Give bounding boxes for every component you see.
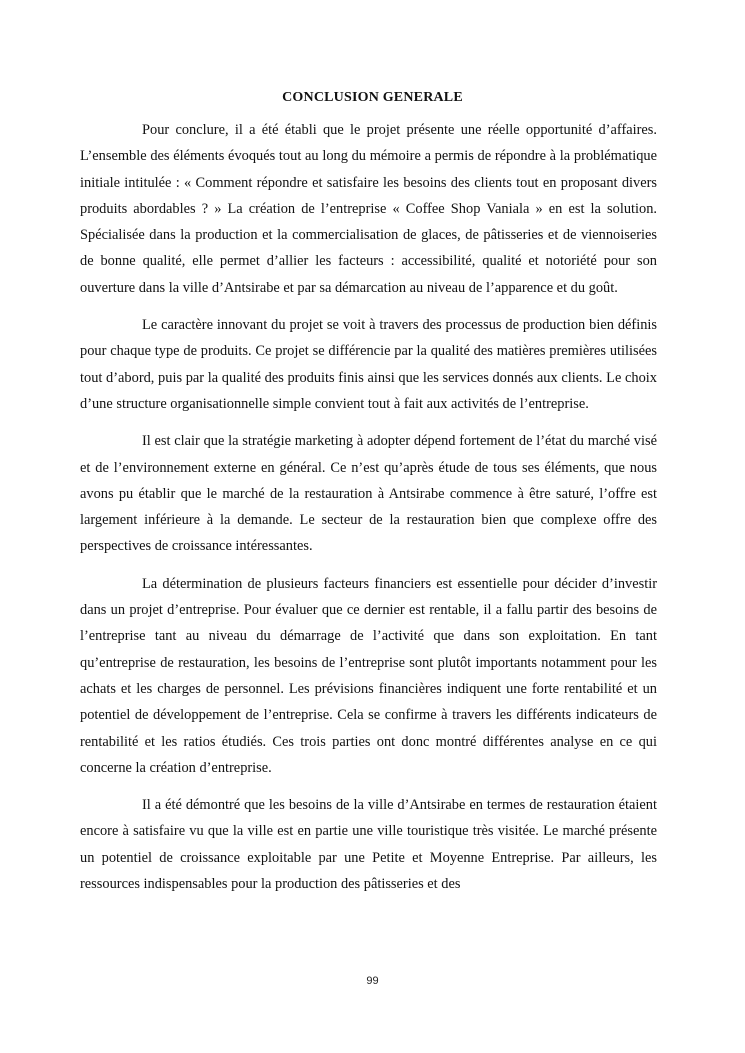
body-text	[80, 117, 657, 897]
paragraph-innovation: Le caractère innovant du projet se voit à travers des processus de production bien définis pour chaque type de produits. Ce projet se différencie par la qualité des matières premières utilisées tout d’abord, puis par la qualité des produits finis ainsi que les services donnés aux clients. Le choix d’une structure organisationnelle simple convient tout à fait aux activités de l’entreprise.	[80, 317, 657, 412]
paragraph-financial: La détermination de plusieurs facteurs financiers est essentielle pour décider d’investir dans un projet d’entreprise. Pour évaluer que ce dernier est rentable, il a fallu partir des besoins de l’entreprise tant au niveau du démarrage de l’activité que dans son exploitation. En tant qu’entreprise de restauration, les besoins de l’entreprise sont plutôt importants notamment pour les achats et les charges de personnel. Les prévisions financières indiquent une forte rentabilité et un potentiel de développement de l’entreprise. Cela se confirme à travers les différents indicateurs de rentabilité et les ratios étudiés. Ces trois parties ont donc montré différentes analyse en ce qui concerne la création d’entreprise.	[80, 575, 657, 776]
page-title: CONCLUSION GENERALE	[282, 90, 463, 105]
paragraph-market-potential: Il a été démontré que les besoins de la ville d’Antsirabe en termes de restauration étaient encore à satisfaire vu que la ville est en partie une ville touristique très visitée. Le marché présente un potentiel de croissance exploitable par une Petite et Moyenne Entreprise. Par ailleurs, les ressources indispensables pour la production des pâtisseries et des	[80, 797, 657, 893]
paragraph-conclusion-intro: Pour conclure, il a été établi que le projet présente une réelle opportunité d’affaires. L’ensemble des éléments évoqués tout au long du mémoire a permis de répondre à la problématique initiale intitulée : « Comment répondre et satisfaire les besoins des clients tout en proposant divers produits abordables ? » La création de l’entreprise « Coffee Shop Vaniala » en est la solution. Spécialisée dans la production et la commercialisation de glaces, de pâtisseries et de viennoiseries de bonne qualité, elle permet d’allier les facteurs : accessibilité, qualité et notoriété pour son ouverture dans la ville d’Antsirabe et par sa démarcation au niveau de l’apparence et du goût.	[80, 122, 657, 296]
paragraph-marketing: Il est clair que la stratégie marketing à adopter dépend fortement de l’état du marché visé et de l’environnement externe en général. Ce n’est qu’après étude de tous ses éléments, que nous avons pu établir que le marché de la restauration à Antsirabe commence à être saturé, l’offre est largement inférieure à la demande. Le secteur de la restauration bien que complexe offre des perspectives de croissance intéressantes.	[80, 433, 657, 555]
page-number: 99	[366, 975, 379, 987]
